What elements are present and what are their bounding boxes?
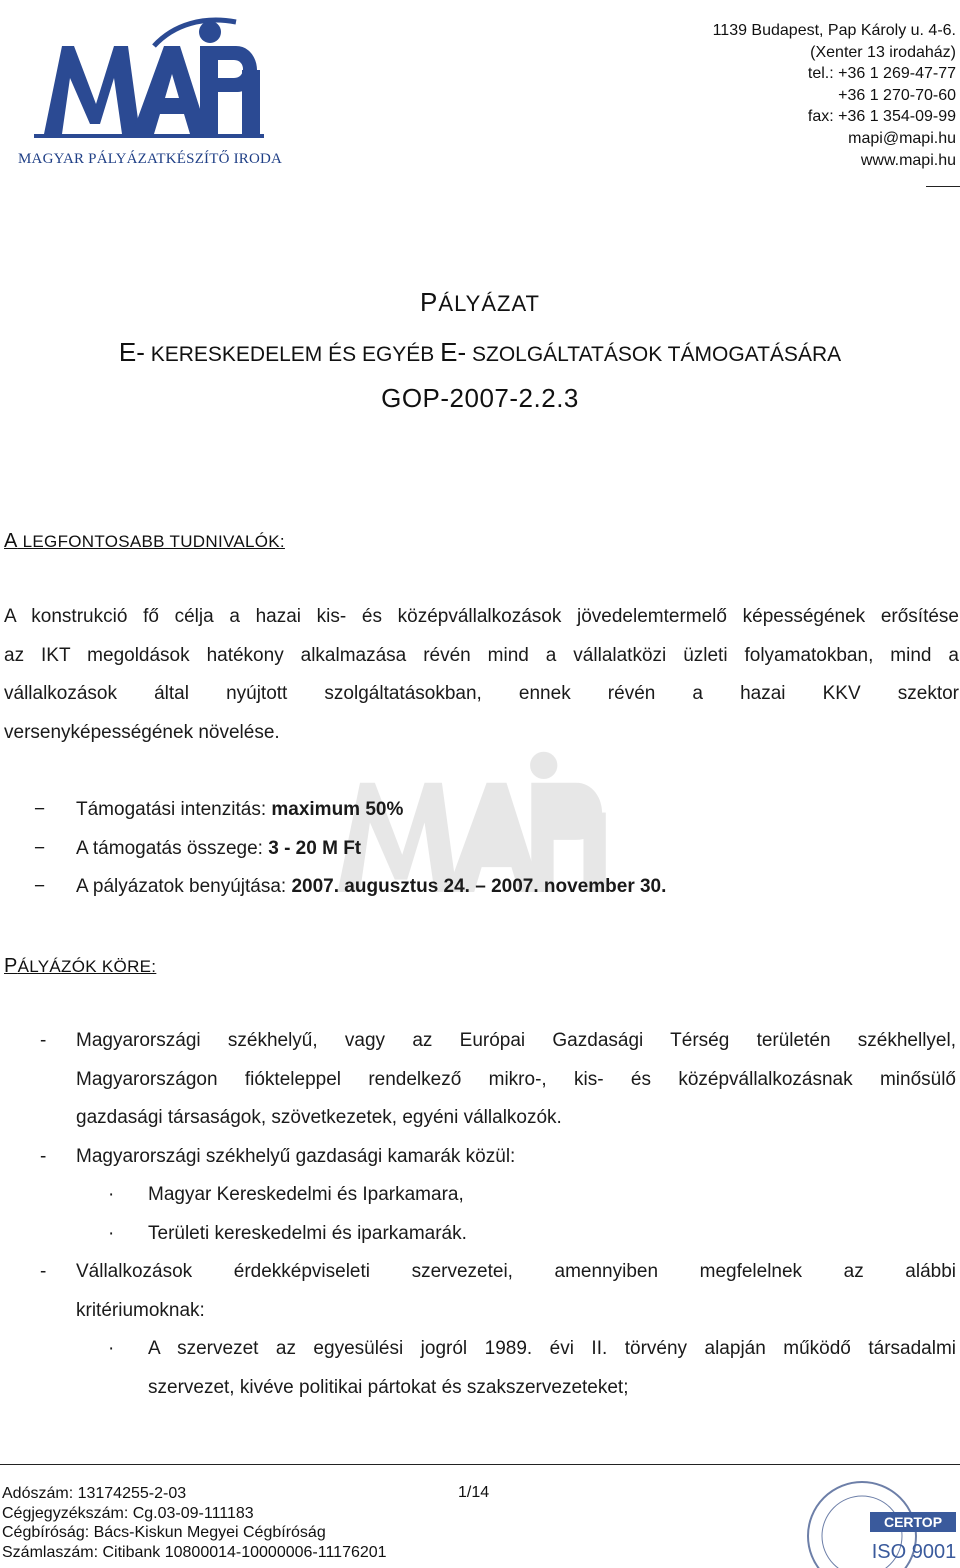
list-item-line: Magyarországi székhelyű, vagy az Európai Gazdasági Térség területén székhellyel,	[76, 1030, 956, 1051]
cert-iso-text: ISO 9001	[871, 1541, 957, 1563]
footer-divider	[0, 1464, 960, 1465]
intro-line: A konstrukció fő célja a hazai kis- és középvállalkozások jövedelemtermelő képességének erősítése	[4, 606, 959, 627]
list-item-line: A szervezet az egyesülési jogról 1989. évi II. törvény alapján működő társadalmi	[148, 1338, 956, 1359]
page-number: 1/14	[458, 1484, 490, 1501]
list-item-line: Magyarországi székhelyű gazdasági kamarák közül:	[76, 1145, 516, 1167]
tax-number: Adószám: 13174255-2-03	[2, 1485, 187, 1502]
logo-caption: MAGYAR PÁLYÁZATKÉSZÍTŐ IRODA	[18, 151, 283, 167]
list-mark: ·	[108, 1338, 115, 1359]
court-of-registration: Cégbíróság: Bács-Kiskun Megyei Cégbíróság	[2, 1524, 326, 1541]
list-item-line: kritériumoknak:	[76, 1299, 205, 1321]
heading-key-info: A LEGFONTOSABB TUDNIVALÓK:	[4, 530, 285, 552]
list-item-line: Magyar Kereskedelmi és Iparkamara,	[148, 1184, 464, 1205]
list-mark: -	[40, 1261, 47, 1282]
list-mark: ·	[108, 1184, 115, 1205]
title-subject: E- KERESKEDELEM ÉS EGYÉB E- SZOLGÁLTATÁSOK TÁMOGATÁSÁRA	[118, 337, 842, 367]
list-item-line: Magyarországon fiókteleppel rendelkező mikro-, kis- és középvállalkozásnak minősülő	[76, 1068, 956, 1090]
list-mark: -	[40, 1145, 47, 1167]
intro-line: versenyképességének növelése.	[4, 721, 280, 743]
address-line: 1139 Budapest, Pap Károly u. 4-6.	[712, 22, 956, 39]
certop-seal-graphic	[800, 1474, 960, 1568]
list-mark: ·	[108, 1222, 115, 1244]
bank-account: Számlaszám: Citibank 10800014-10000006-11176201	[2, 1543, 387, 1561]
title-palyazat: PÁLYÁZAT	[420, 287, 540, 317]
list-item-line: szervezet, kivéve politikai pártokat és szakszervezeteket;	[148, 1376, 629, 1398]
registration-number: Cégjegyzékszám: Cg.03-09-111183	[2, 1504, 254, 1522]
phone-1: tel.: +36 1 269-47-77	[807, 65, 956, 83]
phone-2: +36 1 270-70-60	[838, 86, 956, 104]
cert-brand-text: CERTOP	[883, 1514, 943, 1530]
contact-info	[713, 20, 956, 171]
address-building: (Xenter 13 irodaház)	[810, 43, 956, 61]
list-mark: -	[40, 1030, 47, 1051]
list-item-line: Vállalkozások érdekképviseleti szervezetei, amennyiben megfelelnek az alábbi	[76, 1261, 956, 1282]
intro-line: az IKT megoldások hatékony alkalmazása révén mind a vállalatközi üzleti folyamatokban, mind a	[4, 644, 959, 666]
email: mapi@mapi.hu	[848, 129, 956, 147]
mapi-logo	[4, 6, 294, 166]
list-item-line: gazdasági társaságok, szövetkezetek, egyéni vállalkozók.	[76, 1107, 562, 1128]
heading-applicants: PÁLYÁZÓK KÖRE:	[4, 955, 157, 977]
fax: fax: +36 1 354-09-99	[807, 108, 956, 126]
company-details	[2, 1484, 387, 1562]
list-item-line: Területi kereskedelmi és iparkamarák.	[148, 1222, 467, 1244]
title-program-code: GOP-2007-2.2.3	[381, 383, 579, 413]
iso-certificate-logo	[800, 1474, 960, 1568]
header-divider	[926, 186, 960, 187]
intro-line: vállalkozások által nyújtott szolgáltatásokban, ennek révén a hazai KKV szektor	[4, 683, 959, 704]
website: www.mapi.hu	[860, 151, 956, 169]
mapi-logo-graphic	[4, 6, 294, 146]
